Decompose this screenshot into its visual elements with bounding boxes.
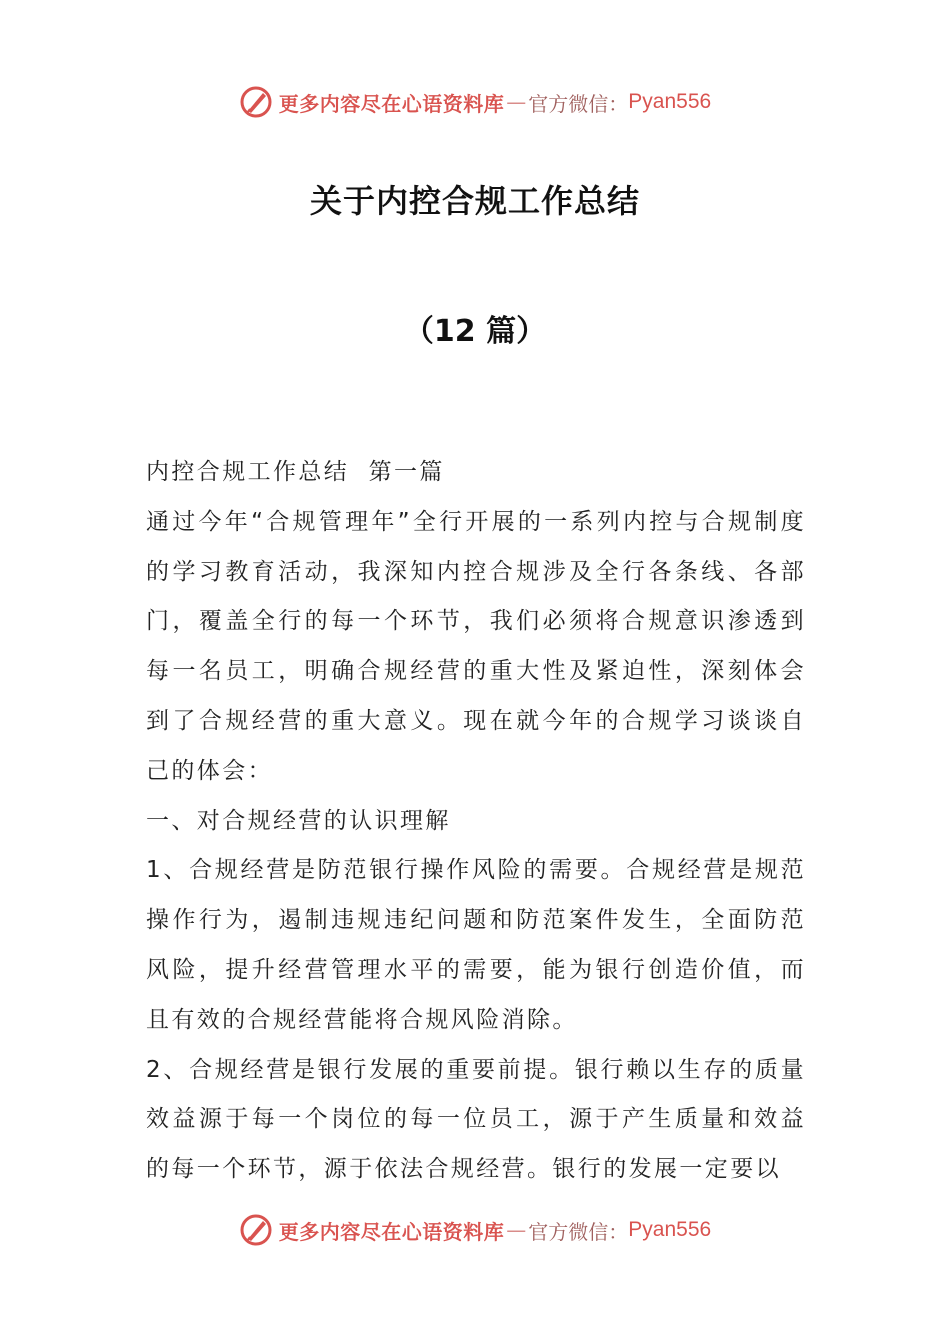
body-paragraph: 一、对合规经营的认识理解 (146, 807, 451, 834)
body-paragraph: 通过今年“合规管理年”全行开展的一系列内控与合规制度的学习教育活动，我深知内控合规涉及全行各条线、各部门，覆盖全行的每一个环节，我们必须将合规意识渗透到每一名员工，明确合规经营的重大性及紧迫性，深刻体会到了合规经营的重大意义。现在就今年的合规学习谈谈自己的体会： (146, 508, 806, 784)
watermark-wechat-handle: Pyan556 (628, 1218, 712, 1241)
document-body (146, 448, 806, 1195)
body-paragraph: 2、合规经营是银行发展的重要前提。银行赖以生存的质量效益源于每一个岗位的每一位员工，源于产生质量和效益的每一个环节，源于依法合规经营。银行的发展一定要以 (146, 1056, 806, 1183)
watermark-dash: — (506, 90, 527, 114)
watermark-brand-text: 更多内容尽在心语资料库 (278, 1219, 505, 1244)
body-paragraph: 1、合规经营是防范银行操作风险的需要。合规经营是规范操作行为，遏制违规违纪问题和防范案件发生，全面防范风险，提升经营管理水平的需要，能为银行创造价值，而且有效的合规经营能将合规风险消除。 (146, 857, 806, 1033)
quill-logo-icon (239, 1213, 273, 1247)
document-title: 关于内控合规工作总结 (309, 182, 640, 220)
quill-logo-icon (239, 85, 273, 119)
section-heading: 内控合规工作总结 第一篇 (146, 459, 445, 485)
footer-watermark-banner (0, 1210, 950, 1250)
watermark-wechat-handle: Pyan556 (628, 90, 712, 113)
document-subtitle: （12 篇） (403, 314, 547, 349)
watermark-brand-text: 更多内容尽在心语资料库 (278, 91, 505, 116)
header-watermark-banner (0, 82, 950, 122)
watermark-official-label: 官方微信： (528, 91, 629, 116)
watermark-official-label: 官方微信： (528, 1219, 629, 1244)
watermark-dash: — (506, 1218, 527, 1242)
